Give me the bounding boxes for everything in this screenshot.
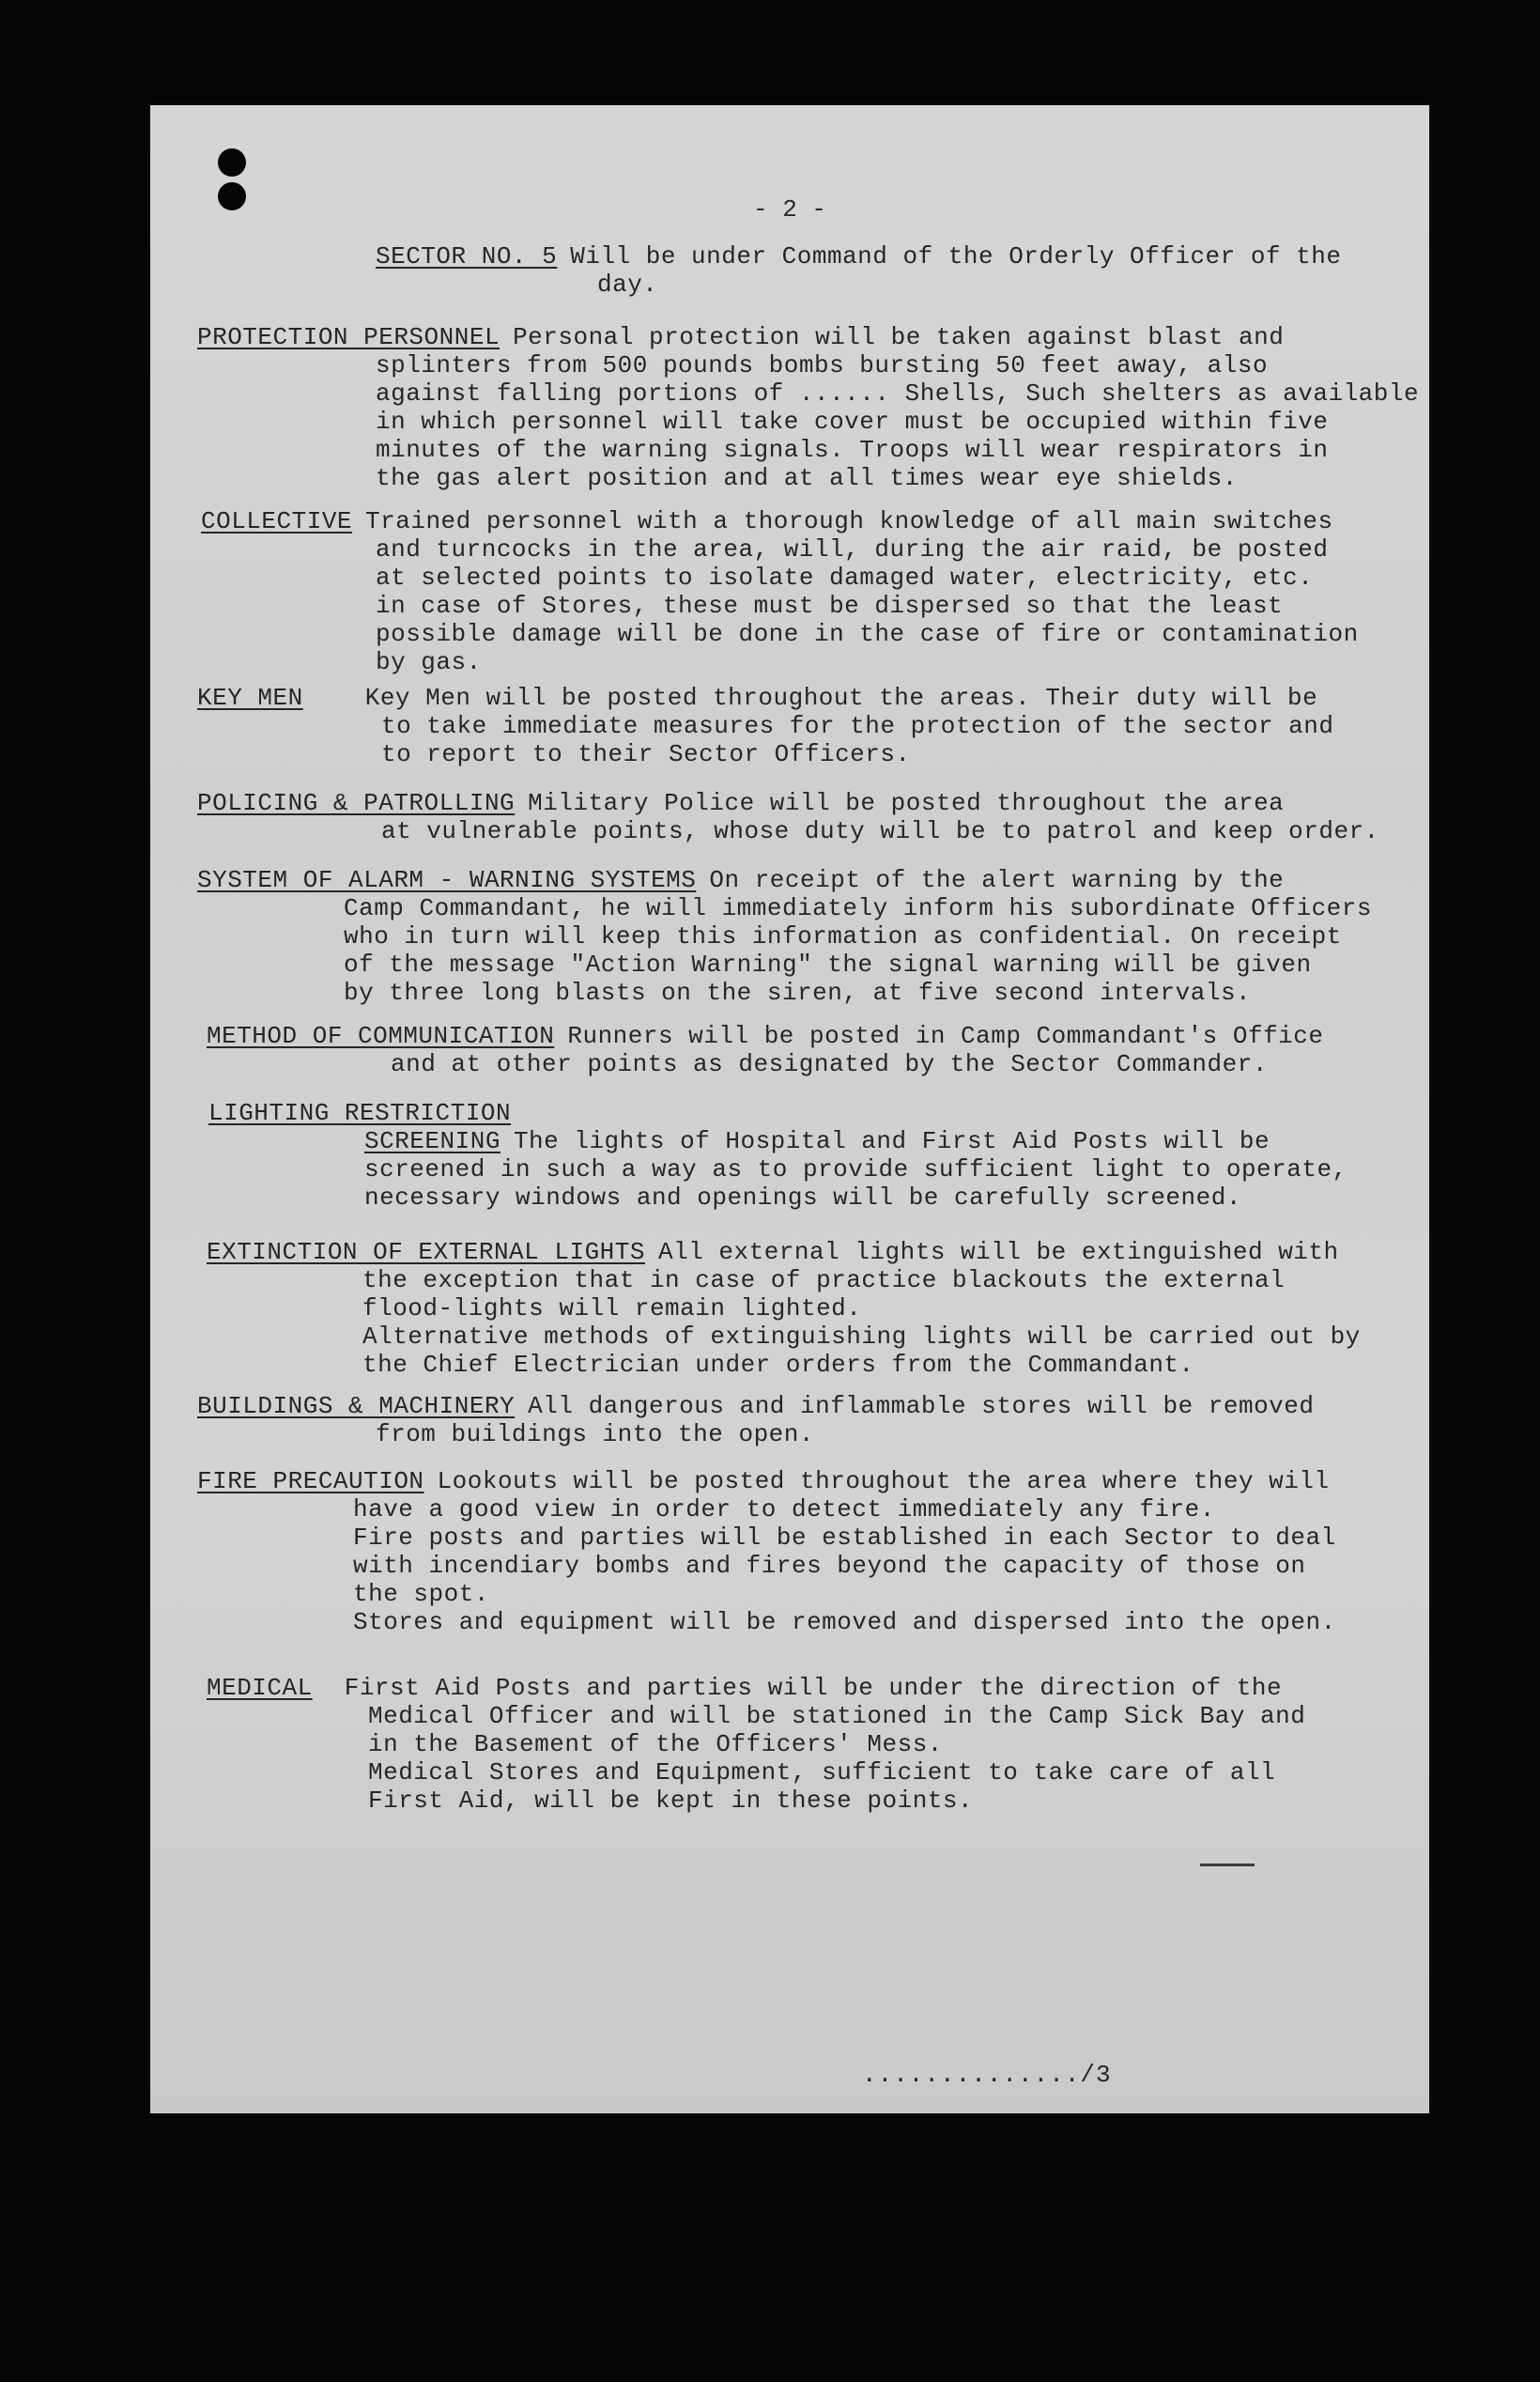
section-line: Stores and equipment will be removed and dispersed into the open. (353, 1608, 1336, 1636)
section-heading: PROTECTION PERSONNEL (197, 323, 500, 351)
section-line: flood-lights will remain lighted. (362, 1294, 862, 1322)
section-sector-5 (376, 242, 1341, 299)
section-line: All external lights will be extinguished with (657, 1238, 1339, 1266)
section-heading: KEY MEN (197, 684, 303, 712)
section-line: by three long blasts on the siren, at five second intervals. (344, 979, 1252, 1007)
section-lighting-restriction (208, 1099, 1348, 1212)
section-line: Alternative methods of extinguishing lights will be carried out by (362, 1322, 1361, 1351)
section-line: have a good view in order to detect immediately any fire. (353, 1495, 1215, 1524)
section-line: and at other points as designated by the Sector Commander. (391, 1050, 1268, 1078)
section-heading: COLLECTIVE (201, 507, 353, 535)
section-line: Medical Stores and Equipment, sufficient to take care of all (368, 1758, 1276, 1786)
section-collective (201, 507, 1359, 676)
section-line: possible damage will be done in the case of fire or contamination (376, 620, 1359, 648)
section-line: in which personnel will take cover must be occupied within five (376, 408, 1329, 436)
section-line: the exception that in case of practice blackouts the external (362, 1266, 1286, 1294)
document-page (150, 105, 1429, 2113)
section-line: and turncocks in the area, will, during the air raid, be posted (376, 535, 1329, 564)
section-line: in the Basement of the Officers' Mess. (368, 1730, 943, 1758)
section-line: to take immediate measures for the protection of the sector and (381, 712, 1334, 740)
section-heading: SYSTEM OF ALARM - WARNING SYSTEMS (197, 866, 697, 894)
section-line: Runners will be posted in Camp Commandant's Office (567, 1022, 1324, 1050)
section-line: splinters from 500 pounds bombs bursting 50 feet away, also (376, 351, 1269, 379)
section-line: with incendiary bombs and fires beyond the capacity of those on (353, 1552, 1306, 1580)
section-heading: METHOD OF COMMUNICATION (207, 1022, 555, 1050)
section-heading: BUILDINGS & MACHINERY (197, 1392, 516, 1420)
section-line: the spot. (353, 1580, 489, 1608)
section-line: First Aid Posts and parties will be under the direction of the (344, 1674, 1283, 1702)
section-line: day. (597, 271, 658, 299)
section-line: Medical Officer and will be stationed in the Camp Sick Bay and (368, 1702, 1306, 1730)
section-line: to report to their Sector Officers. (381, 740, 911, 768)
section-line: at vulnerable points, whose duty will be to patrol and keep order. (381, 817, 1379, 845)
section-line: Fire posts and parties will be established in each Sector to deal (353, 1524, 1336, 1552)
section-line: Camp Commandant, he will immediately inform his subordinate Officers (344, 894, 1372, 922)
section-line: On receipt of the alert warning by the (709, 866, 1285, 894)
section-line: the gas alert position and at all times wear eye shields. (376, 464, 1238, 492)
section-fire-precaution (197, 1467, 1336, 1636)
section-line: at selected points to isolate damaged water, electricity, etc. (376, 564, 1314, 592)
section-heading: EXTINCTION OF EXTERNAL LIGHTS (207, 1238, 645, 1266)
section-line: screened in such a way as to provide sufficient light to operate, (364, 1155, 1348, 1183)
section-line: against falling portions of ...... Shells, Such shelters as available (376, 379, 1420, 408)
section-line: the Chief Electrician under orders from the Commandant. (362, 1351, 1194, 1379)
section-subheading: SCREENING (364, 1127, 500, 1155)
section-protection-personnel (197, 323, 1419, 492)
section-medical (207, 1674, 1305, 1815)
section-line: necessary windows and openings will be carefully screened. (364, 1183, 1241, 1212)
pen-mark (1200, 1864, 1255, 1866)
section-line: Personal protection will be taken against blast and (513, 323, 1285, 351)
section-heading: LIGHTING RESTRICTION (208, 1099, 512, 1127)
section-extinction-of-external-lights (207, 1238, 1361, 1379)
section-line: by gas. (376, 648, 482, 676)
section-heading: FIRE PRECAUTION (197, 1467, 424, 1495)
continuation-marker: ............../3 (862, 2061, 1112, 2089)
section-line: of the message "Action Warning" the signal warning will be given (344, 951, 1312, 979)
section-line: Key Men will be posted throughout the areas. Their duty will be (364, 684, 1318, 712)
section-line: Will be under Command of the Orderly Officer of the (570, 242, 1342, 271)
section-line: First Aid, will be kept in these points. (368, 1786, 974, 1815)
section-line: Military Police will be posted throughout the area (528, 789, 1285, 817)
section-key-men (197, 684, 1333, 768)
section-line: who in turn will keep this information as confidential. On receipt (344, 922, 1342, 951)
section-method-of-communication (207, 1022, 1324, 1078)
section-line: Lookouts will be posted throughout the area where they will (437, 1467, 1330, 1495)
section-heading: MEDICAL (207, 1674, 313, 1702)
binder-hole-top (218, 148, 246, 177)
section-heading: SECTOR NO. 5 (376, 242, 558, 271)
section-line: minutes of the warning signals. Troops will wear respirators in (376, 436, 1329, 464)
section-policing-patrolling (197, 789, 1379, 845)
section-line: All dangerous and inflammable stores will be removed (528, 1392, 1315, 1420)
section-line: from buildings into the open. (376, 1420, 814, 1448)
section-heading: POLICING & PATROLLING (197, 789, 516, 817)
section-line: in case of Stores, these must be dispersed so that the least (376, 592, 1284, 620)
section-buildings-machinery (197, 1392, 1315, 1448)
section-line: The lights of Hospital and First Aid Posts will be (513, 1127, 1270, 1155)
section-system-of-alarm (197, 866, 1372, 1007)
section-line: Trained personnel with a thorough knowledge of all main switches (365, 507, 1333, 535)
page-number: - 2 - (752, 195, 826, 224)
